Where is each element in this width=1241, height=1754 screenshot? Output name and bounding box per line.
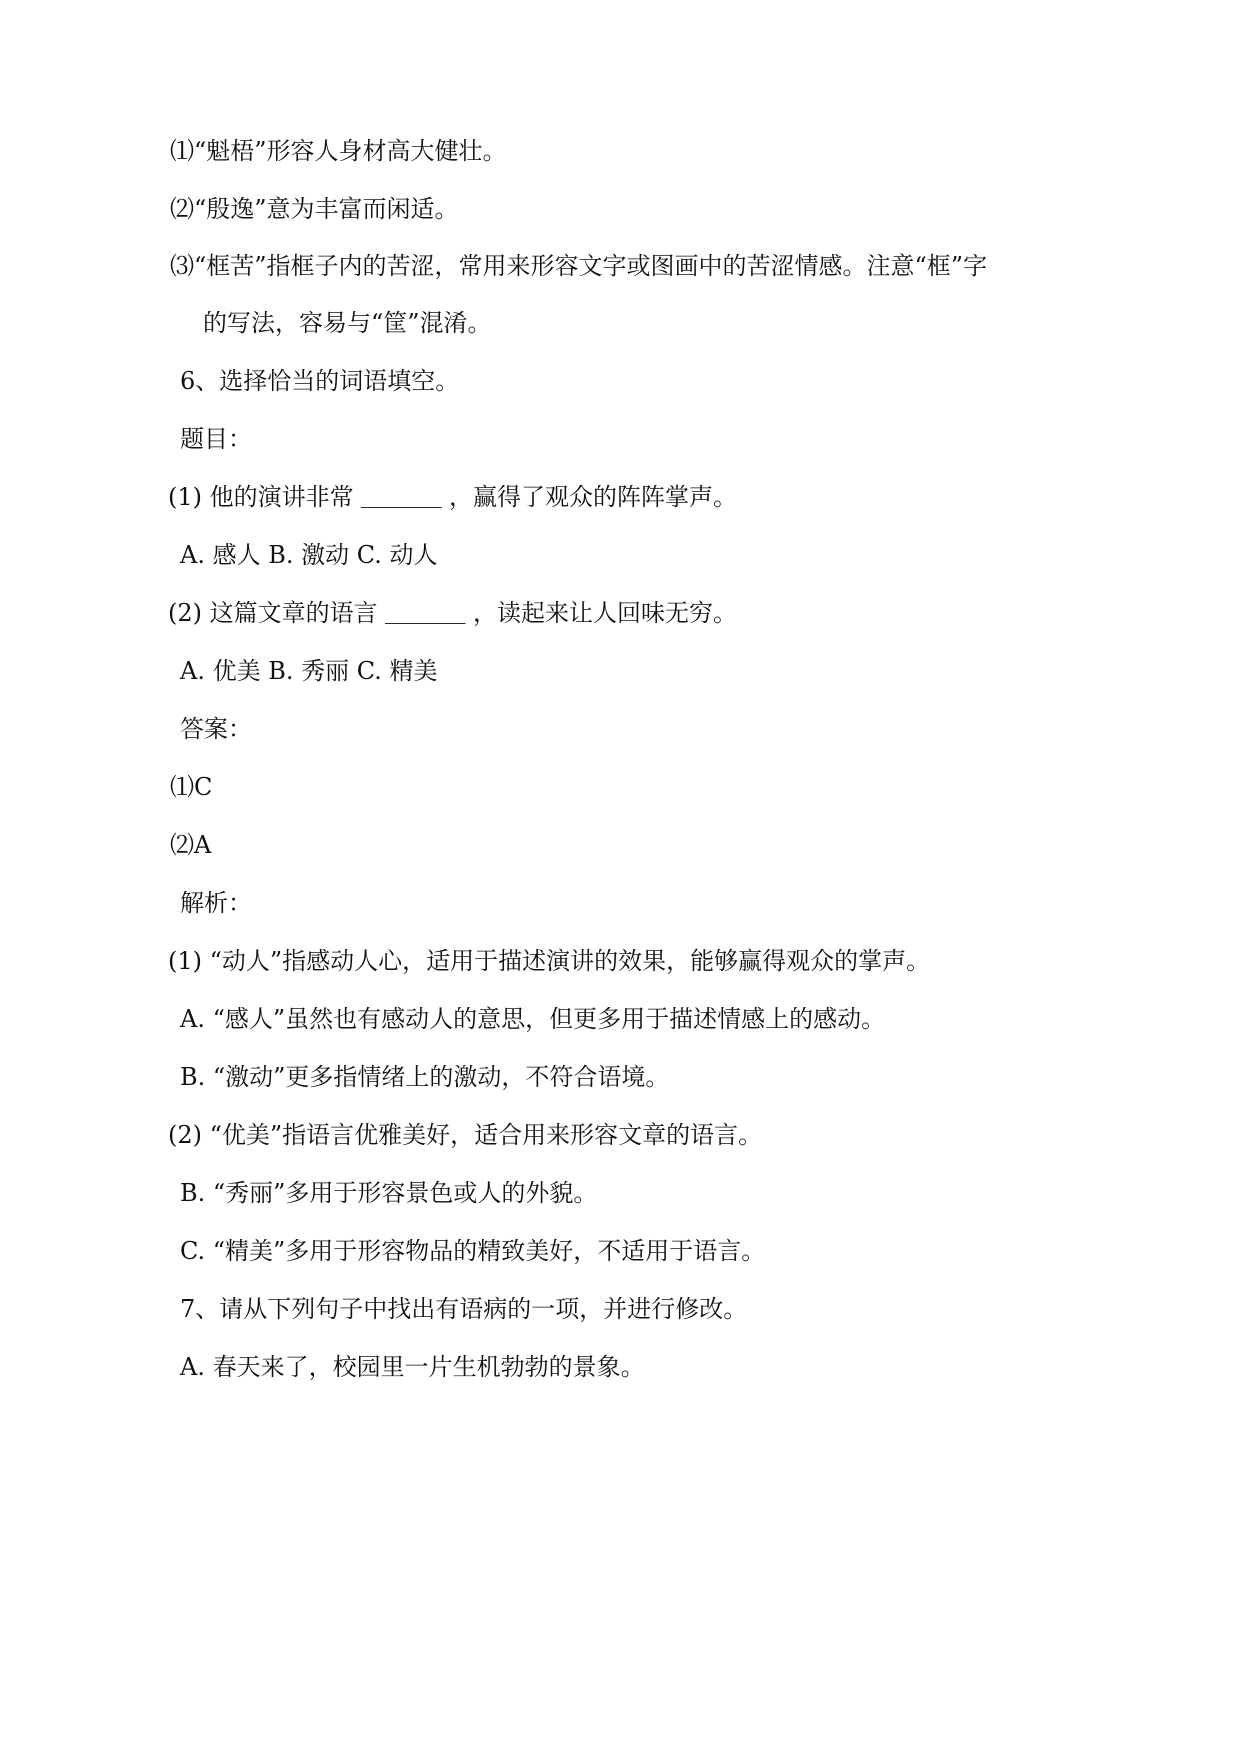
explanation-line-3: ⑶“框苦”指框子内的苦涩，常用来形容文字或图画中的苦涩情感。注意“框”字 xyxy=(170,252,988,280)
fill-blank-1: ______ xyxy=(361,484,442,511)
question-label: 题目： xyxy=(180,425,252,453)
question-item-2-options: A. 优美 B. 秀丽 C. 精美 xyxy=(180,657,438,685)
question-item-2-text-end: ，读起来让人回味无穷。 xyxy=(465,599,737,627)
analysis-2-option-b: B. “秀丽”多用于形容景色或人的外貌。 xyxy=(180,1179,598,1207)
question-6-heading: 6、选择恰当的词语填空。 xyxy=(180,367,460,395)
analysis-1: (1) “动人”指感动人心，适用于描述演讲的效果，能够赢得观众的掌声。 xyxy=(168,947,931,975)
question-item-1 xyxy=(168,482,737,512)
question-item-1-options: A. 感人 B. 激动 C. 动人 xyxy=(180,541,438,569)
analysis-1-option-a: A. “感人”虽然也有感动人的意思，但更多用于描述情感上的感动。 xyxy=(180,1005,886,1033)
explanation-line-3-continued: 的写法，容易与“筐”混淆。 xyxy=(203,309,492,337)
analysis-1-option-b: B. “激动”更多指情绪上的激动，不符合语境。 xyxy=(180,1063,670,1091)
explanation-line-1: ⑴“魁梧”形容人身材高大健壮。 xyxy=(170,137,507,165)
answer-1: ⑴C xyxy=(170,773,213,801)
answer-2: ⑵A xyxy=(170,831,212,859)
question-item-2-text: (2) 这篇文章的语言 xyxy=(168,599,386,627)
question-item-1-text: (1) 他的演讲非常 xyxy=(168,483,362,511)
analysis-2: (2) “优美”指语言优雅美好，适合用来形容文章的语言。 xyxy=(168,1121,763,1149)
question-item-1-text-end: ，赢得了观众的阵阵掌声。 xyxy=(441,483,737,511)
question-7-heading: 7、请从下列句子中找出有语病的一项，并进行修改。 xyxy=(180,1295,748,1323)
analysis-2-option-c: C. “精美”多用于形容物品的精致美好，不适用于语言。 xyxy=(180,1237,766,1265)
question-7-option-a: A. 春天来了，校园里一片生机勃勃的景象。 xyxy=(180,1353,645,1381)
answer-label: 答案： xyxy=(180,715,252,743)
fill-blank-2: ______ xyxy=(385,600,466,627)
explanation-line-2: ⑵“殷逸”意为丰富而闲适。 xyxy=(170,195,459,223)
question-item-2 xyxy=(168,598,737,628)
analysis-label: 解析： xyxy=(180,889,252,917)
